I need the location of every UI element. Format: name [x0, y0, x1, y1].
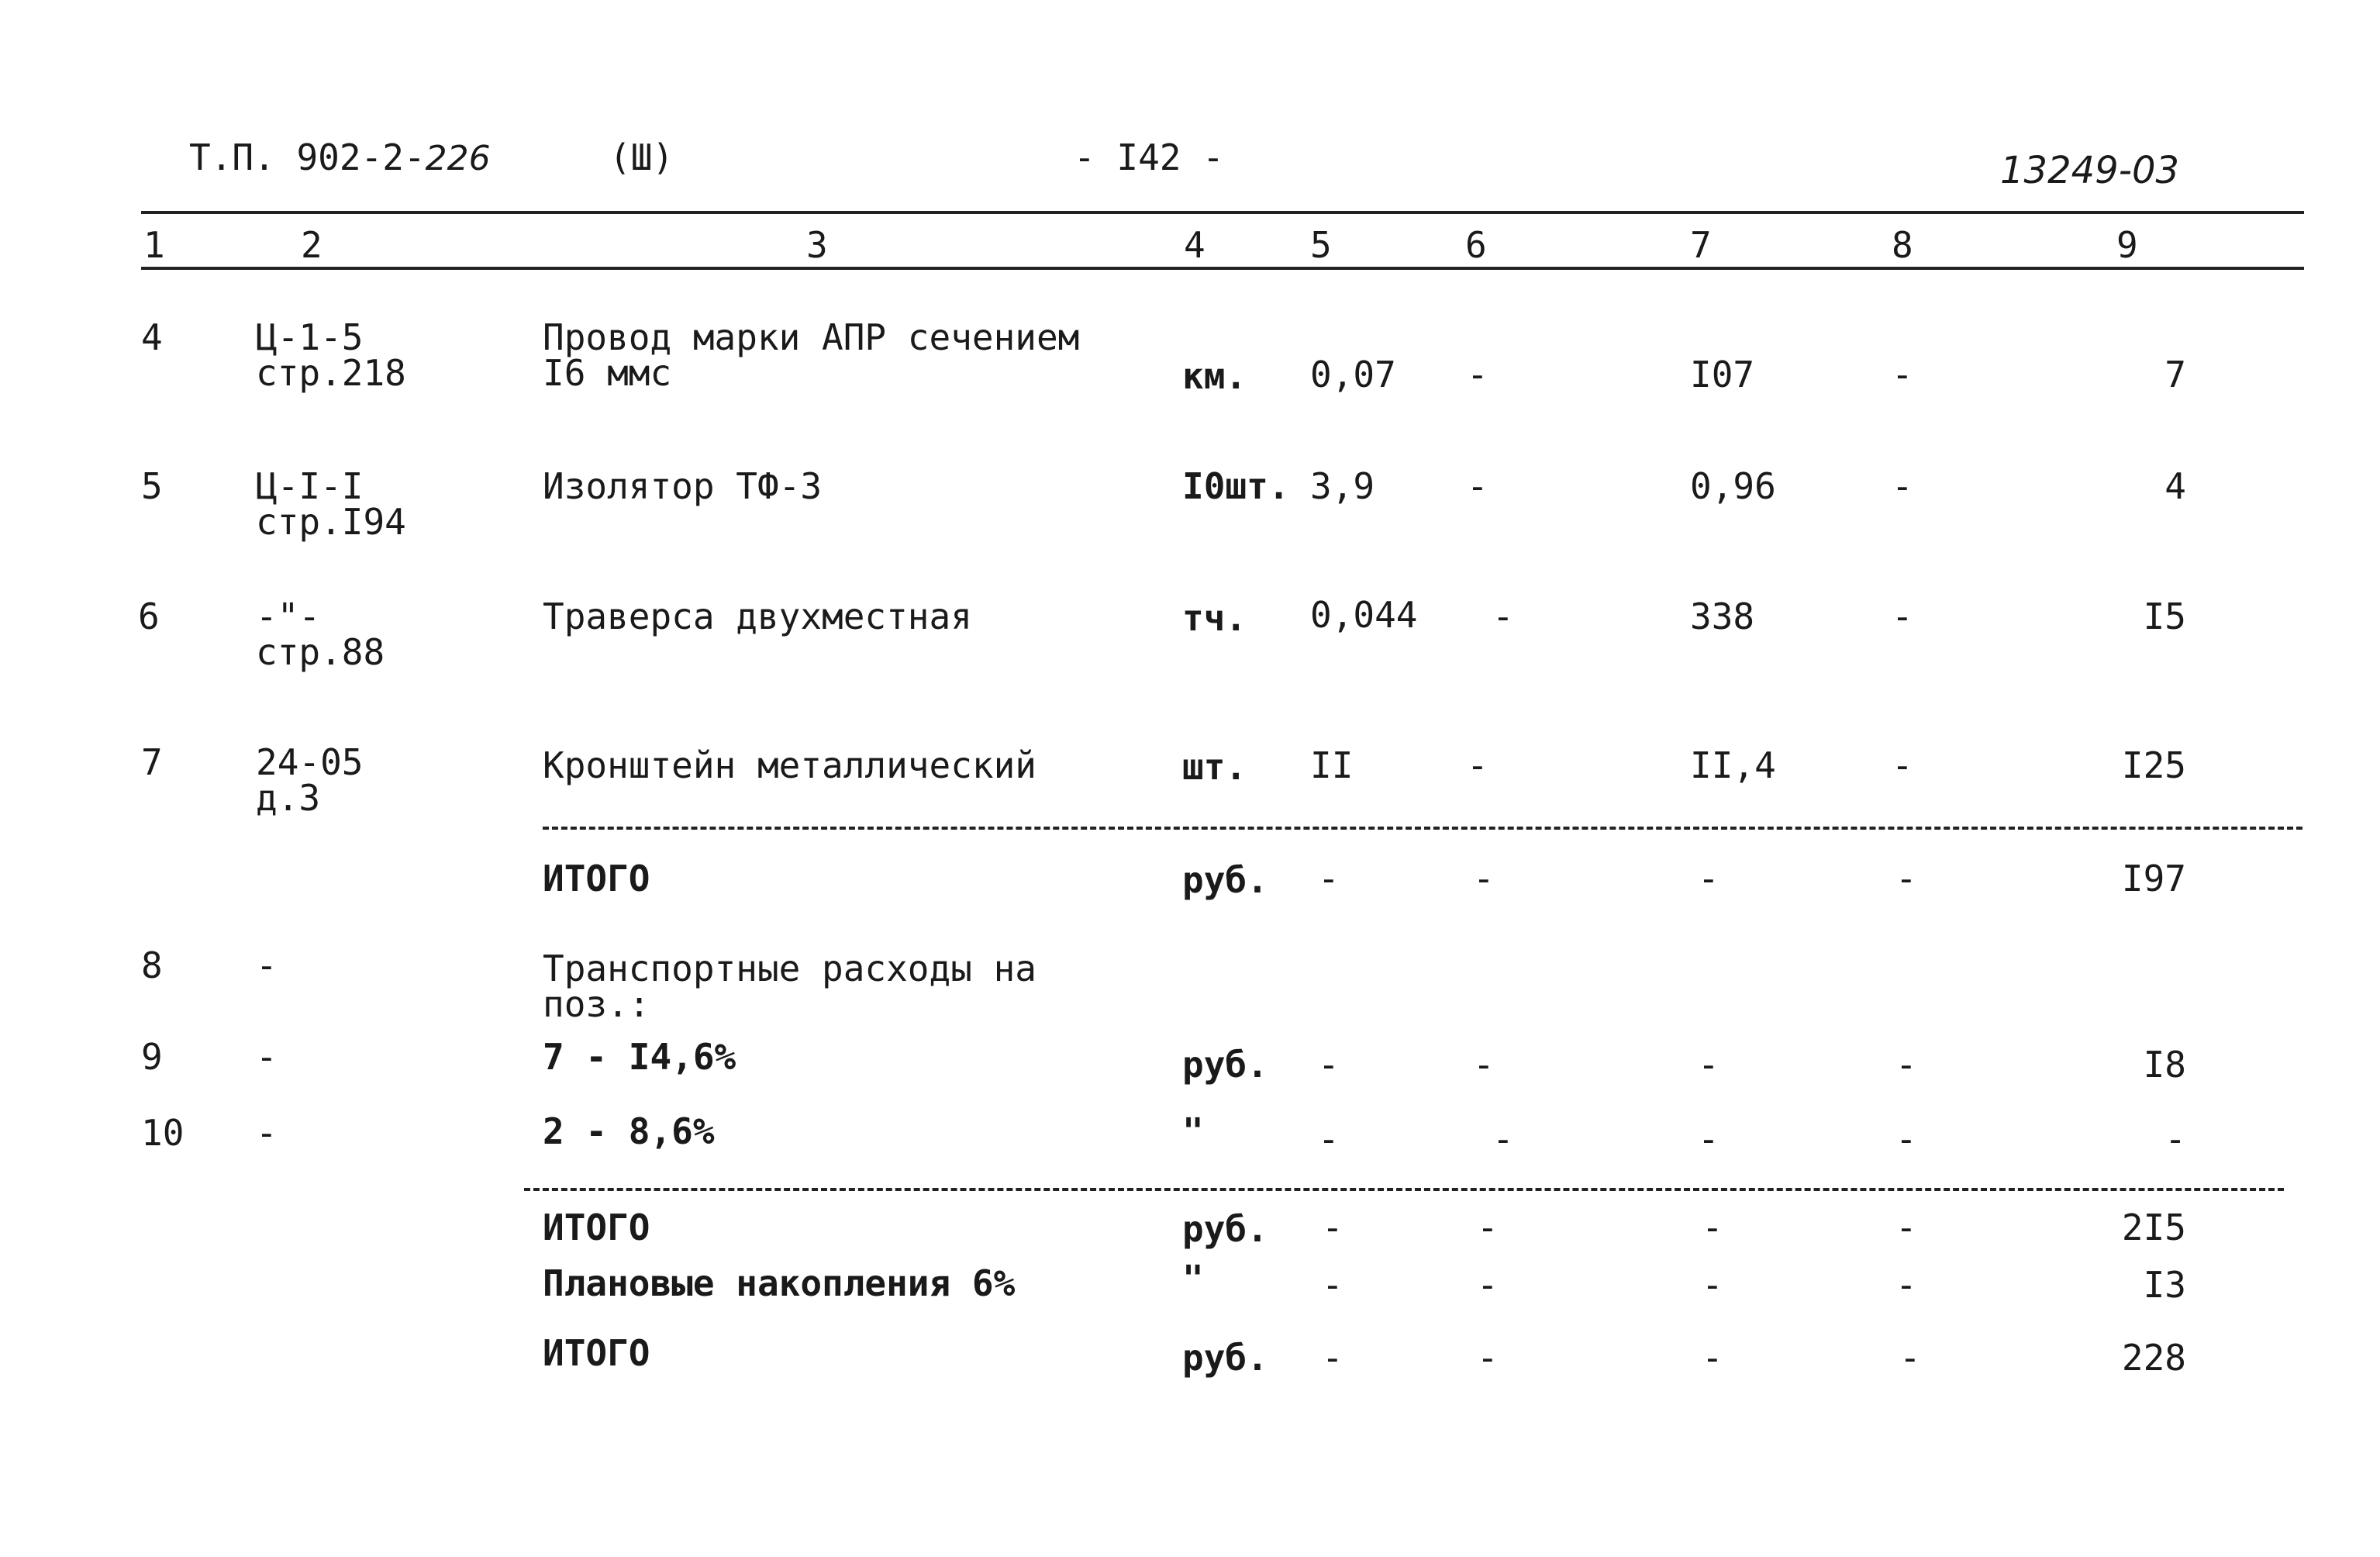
- price-reference: Ц-I-I стр.I94: [256, 465, 406, 543]
- quantity: 3,9: [1310, 465, 1375, 507]
- subtotal-label: ИТОГО: [543, 858, 650, 899]
- col6-value: -: [1477, 1207, 1499, 1248]
- page-number: - I42 -: [1074, 136, 1224, 178]
- total-cost: 7: [2164, 354, 2186, 395]
- total-cost: 228: [2121, 1337, 2186, 1379]
- col8-value: -: [1899, 1337, 1921, 1379]
- unit-price: I07: [1690, 354, 1755, 395]
- unit: руб.: [1182, 1044, 1268, 1086]
- price-reference: -: [256, 1036, 278, 1078]
- unit: руб.: [1182, 859, 1268, 901]
- item-name: 7 - I4,6%: [543, 1036, 736, 1078]
- item-name: Кронштейн металлический: [543, 744, 1037, 786]
- col8-value: -: [1892, 354, 1913, 395]
- col6-value: -: [1477, 1337, 1499, 1379]
- item-name: Плановые накопления 6%: [543, 1262, 1016, 1304]
- unit: руб.: [1182, 1337, 1268, 1379]
- quantity: -: [1318, 1044, 1340, 1086]
- unit: шт.: [1182, 746, 1247, 788]
- quantity: II: [1310, 744, 1354, 786]
- dashed-separator: [524, 1188, 2284, 1191]
- item-name: Траверса двухместная: [543, 596, 972, 637]
- unit-price: -: [1702, 1337, 1723, 1379]
- subtotal-label: ИТОГО: [543, 1332, 650, 1374]
- col8-value: -: [1895, 1207, 1917, 1248]
- quantity: -: [1322, 1207, 1343, 1248]
- unit-price: -: [1698, 1044, 1719, 1086]
- quantity: -: [1318, 1118, 1340, 1160]
- row-number: 6: [138, 596, 160, 637]
- unit-price: II,4: [1690, 744, 1776, 786]
- column-header-2: 2: [301, 224, 323, 266]
- column-header-5: 5: [1310, 224, 1332, 266]
- column-header-1: 1: [143, 224, 165, 266]
- column-header-7: 7: [1690, 224, 1712, 266]
- unit-price: 338: [1690, 596, 1755, 637]
- col6-value: -: [1467, 354, 1488, 395]
- price-reference: -: [256, 1112, 278, 1154]
- item-name: Провод марки АПР сечением I6 ммс: [543, 316, 1080, 394]
- item-name: Транспортные расходы на поз.:: [543, 948, 1037, 1025]
- unit: тч.: [1182, 597, 1247, 639]
- col6-value: -: [1467, 744, 1488, 786]
- col6-value: -: [1492, 1118, 1514, 1160]
- col8-value: -: [1895, 1264, 1917, 1306]
- column-header-9: 9: [2116, 224, 2138, 266]
- inventory-number: 13249-03: [2000, 149, 2180, 192]
- unit-price: 0,96: [1690, 465, 1776, 507]
- unit: км.: [1182, 355, 1247, 397]
- document-code: Т.П. 902-2-226: [189, 136, 491, 178]
- column-header-3: 3: [806, 224, 828, 266]
- section-number: (Ш): [609, 136, 674, 178]
- unit: I0шт.: [1182, 465, 1290, 507]
- col6-value: -: [1467, 465, 1488, 507]
- item-name: Изолятор ТФ-3: [543, 465, 823, 507]
- total-cost: 4: [2164, 465, 2186, 507]
- quantity: 0,07: [1310, 354, 1396, 395]
- unit-price: -: [1698, 1118, 1719, 1160]
- header-top-line: [141, 211, 2304, 214]
- total-cost: I97: [2121, 858, 2186, 899]
- col8-value: -: [1895, 858, 1917, 899]
- unit: ": [1182, 1110, 1204, 1152]
- column-header-4: 4: [1184, 224, 1206, 266]
- col8-value: -: [1895, 1118, 1917, 1160]
- unit-price: -: [1698, 858, 1719, 899]
- row-number: 10: [141, 1112, 185, 1154]
- row-number: 9: [141, 1036, 163, 1078]
- price-reference: -: [256, 944, 278, 986]
- column-header-8: 8: [1892, 224, 1913, 266]
- price-reference: Ц-1-5 стр.218: [256, 316, 406, 394]
- col8-value: -: [1892, 465, 1913, 507]
- dashed-separator: [543, 827, 2302, 830]
- unit: руб.: [1182, 1208, 1268, 1250]
- quantity: -: [1322, 1337, 1343, 1379]
- col8-value: -: [1892, 744, 1913, 786]
- item-name: 2 - 8,6%: [543, 1110, 715, 1152]
- unit-price: -: [1702, 1207, 1723, 1248]
- col6-value: -: [1492, 596, 1514, 637]
- row-number: 7: [141, 741, 163, 783]
- row-number: 4: [141, 316, 163, 358]
- col8-value: -: [1892, 596, 1913, 637]
- col6-value: -: [1477, 1264, 1499, 1306]
- total-cost: I5: [2143, 596, 2186, 637]
- price-reference: 24-05 д.3: [256, 741, 364, 819]
- document-code-handwritten: 226: [425, 139, 491, 178]
- header-bottom-line: [141, 267, 2304, 270]
- quantity: -: [1318, 858, 1340, 899]
- total-cost: 2I5: [2121, 1207, 2186, 1248]
- col8-value: -: [1895, 1044, 1917, 1086]
- total-cost: I25: [2121, 744, 2186, 786]
- total-cost: I8: [2143, 1044, 2186, 1086]
- unit: ": [1182, 1258, 1204, 1300]
- row-number: 8: [141, 944, 163, 986]
- total-cost: -: [2164, 1118, 2186, 1160]
- col6-value: -: [1473, 858, 1495, 899]
- price-reference: -"- стр.88: [256, 596, 385, 673]
- row-number: 5: [141, 465, 163, 507]
- subtotal-label: ИТОГО: [543, 1207, 650, 1248]
- column-header-6: 6: [1465, 224, 1487, 266]
- quantity: -: [1322, 1264, 1343, 1306]
- total-cost: I3: [2143, 1264, 2186, 1306]
- col6-value: -: [1473, 1044, 1495, 1086]
- quantity: 0,044: [1310, 594, 1418, 636]
- unit-price: -: [1702, 1264, 1723, 1306]
